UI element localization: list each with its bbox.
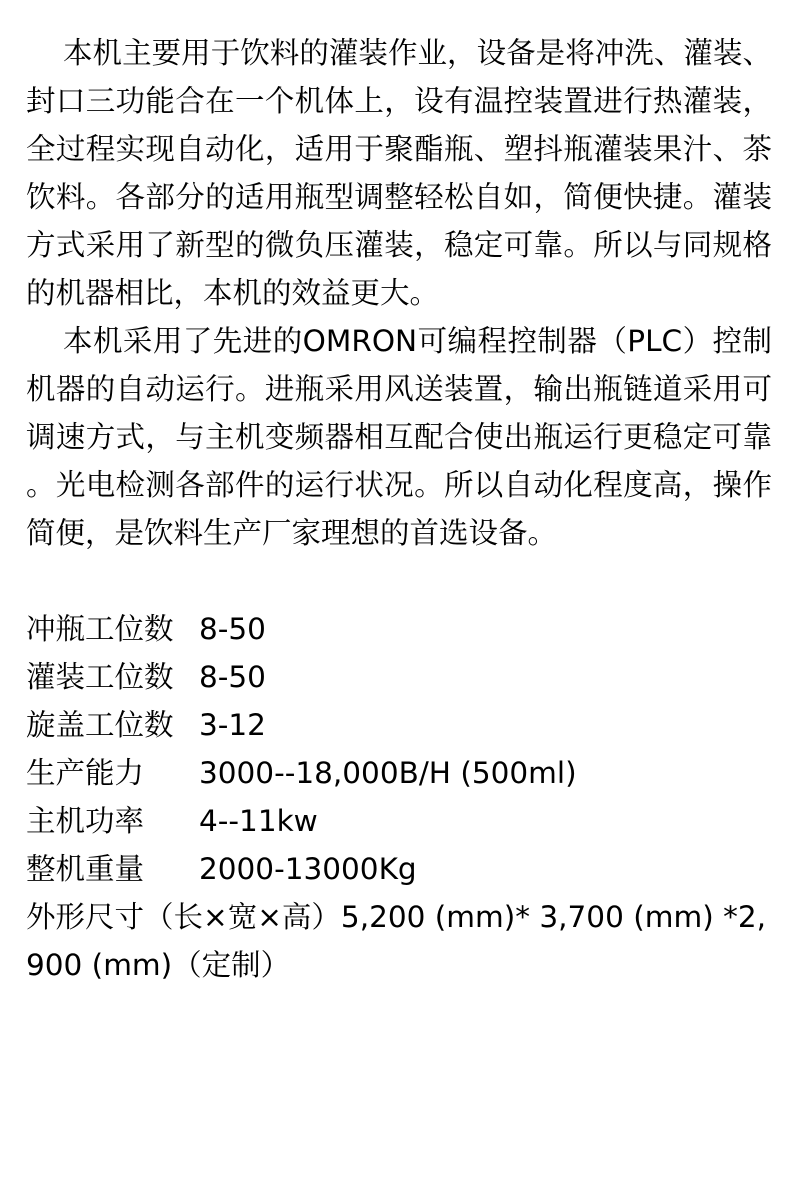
- spec-value: 2000-13000Kg: [199, 852, 417, 886]
- spec-dimensions: 外形尺寸（长×宽×高）5,200 (mm)* 3,700 (mm) *2,900 (mm)（定制）: [26, 900, 766, 982]
- spec-value: 8-50: [199, 660, 266, 694]
- spec-value: 3000--18,000B/H (500ml): [199, 756, 577, 790]
- section-gap: [26, 557, 772, 605]
- spec-value: 8-50: [199, 612, 266, 646]
- control-paragraph: 本机采用了先进的OMRON可编程控制器（PLC）控制机器的自动运行。进瓶采用风送装置，输出瓶链道采用可调速方式，与主机变频器相互配合使出瓶运行更稳定可靠。光电检测各部件的运行状况。所以自动化程度高，操作简便，是饮料生产厂家理想的首选设备。: [26, 324, 772, 550]
- spec-value: 4--11kw: [199, 804, 318, 838]
- spec-label: 灌装工位数: [26, 660, 174, 694]
- spec-row-filling-stations: [26, 653, 772, 701]
- spec-value: 3-12: [199, 708, 266, 742]
- spec-label: 旋盖工位数: [26, 708, 174, 742]
- spec-label: 冲瓶工位数: [26, 612, 174, 646]
- spec-row-weight: [26, 845, 772, 893]
- spec-label: 整机重量: [26, 852, 145, 886]
- document-body: [26, 29, 772, 989]
- spec-row-capping-stations: [26, 701, 772, 749]
- spec-row-power: [26, 797, 772, 845]
- spec-list: [26, 605, 772, 989]
- spec-row-rinse-stations: [26, 605, 772, 653]
- intro-paragraph: 本机主要用于饮料的灌装作业，设备是将冲洗、灌装、封口三功能合在一个机体上，设有温控装置进行热灌装，全过程实现自动化，适用于聚酯瓶、塑抖瓶灌装果汁、茶饮料。各部分的适用瓶型调整轻松自如，简便快捷。灌装方式采用了新型的微负压灌装，稳定可靠。所以与同规格的机器相比，本机的效益更大。: [26, 36, 772, 310]
- spec-row-capacity: [26, 749, 772, 797]
- spec-label: 生产能力: [26, 756, 145, 790]
- spec-label: 主机功率: [26, 804, 145, 838]
